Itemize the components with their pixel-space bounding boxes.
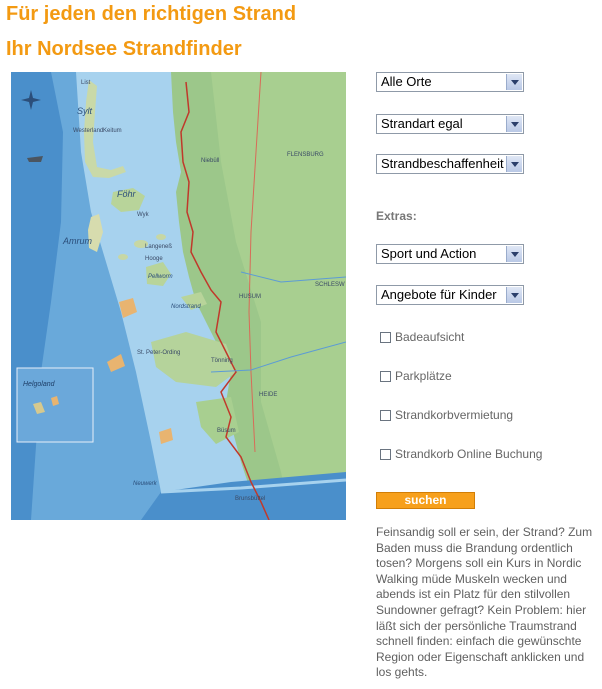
map-label-sylt: Sylt	[77, 106, 93, 116]
map-label-list: List	[81, 80, 91, 86]
parking-option	[380, 368, 452, 384]
place-select-value: Alle Orte	[381, 74, 432, 89]
map-label-brunsbuettel: Brunsbüttel	[235, 496, 266, 502]
page-title: Für jeden den richtigen Strand	[6, 3, 297, 25]
map-graphic	[11, 72, 346, 520]
beach-condition-select[interactable]	[376, 154, 524, 174]
beach-chair-booking-checkbox[interactable]	[380, 449, 391, 460]
children-select[interactable]	[376, 285, 524, 305]
map-label-neuwerk: Neuwerk	[133, 481, 157, 487]
beach-condition-select-value: Strandbeschaffenheit	[381, 156, 504, 171]
map-label-foehr: Föhr	[117, 189, 136, 199]
map-label-niebuell: Niebüll	[201, 158, 220, 164]
info-text: Feinsandig soll er sein, der Strand? Zum Baden muss die Brandung ordentlich tosen? Morgens soll ein Kurs in Nordic Walking müde Muskeln wecken und abends ist ein Platz für den stilvollen Sundowner gefragt? Kein Problem: hier läßt sich der persönliche Traumstrand schnell finden: einfach die gewünschte Region oder Eigenschaft anklicken und los gehts.	[376, 525, 593, 680]
chevron-down-icon	[506, 74, 522, 90]
map-label-schleswig: SCHLESW	[315, 282, 345, 288]
place-select[interactable]	[376, 72, 524, 92]
map-label-helgoland: Helgoland	[23, 381, 55, 388]
sport-select[interactable]	[376, 244, 524, 264]
beach-chair-booking-label: Strandkorb Online Buchung	[395, 447, 543, 461]
map-label-wyk: Wyk	[137, 212, 149, 218]
beach-map[interactable]	[11, 72, 346, 520]
map-label-buesum: Büsum	[217, 428, 236, 434]
children-select-value: Angebote für Kinder	[381, 287, 497, 302]
map-label-flensburg: FLENSBURG	[287, 152, 324, 158]
chevron-down-icon	[506, 287, 522, 303]
map-label-toenning: Tönning	[211, 358, 233, 364]
chevron-down-icon	[506, 246, 522, 262]
map-label-husum: HUSUM	[239, 294, 261, 300]
chevron-down-icon	[506, 116, 522, 132]
map-label-hooge: Hooge	[145, 256, 163, 262]
map-label-pellworm: Pellworm	[148, 274, 173, 280]
map-label-nordstrand: Nordstrand	[171, 304, 201, 310]
chevron-down-icon	[506, 156, 522, 172]
map-label-amrum: Amrum	[63, 236, 92, 246]
beach-chair-rental-checkbox[interactable]	[380, 410, 391, 421]
beach-type-select[interactable]	[376, 114, 524, 134]
beach-chair-rental-label: Strandkorbvermietung	[395, 408, 514, 422]
parking-checkbox[interactable]	[380, 371, 391, 382]
lifeguard-label: Badeaufsicht	[395, 330, 465, 344]
parking-label: Parkplätze	[395, 369, 452, 383]
map-label-langeness: Langeneß	[145, 244, 173, 250]
map-label-keitum: Keitum	[103, 128, 122, 134]
lifeguard-option	[380, 329, 464, 345]
map-label-westerland: Westerland	[73, 128, 104, 134]
beach-chair-booking-option	[380, 446, 542, 462]
page-subtitle: Ihr Nordsee Strandfinder	[6, 38, 242, 60]
map-label-st-peter-ording: St. Peter-Ording	[137, 350, 181, 356]
beach-type-select-value: Strandart egal	[381, 116, 463, 131]
beach-chair-rental-option	[380, 407, 513, 423]
lifeguard-checkbox[interactable]	[380, 332, 391, 343]
search-button[interactable]: suchen	[376, 492, 475, 509]
extras-label: Extras:	[376, 209, 417, 223]
sport-select-value: Sport und Action	[381, 246, 477, 261]
map-label-heide: HEIDE	[259, 392, 278, 398]
